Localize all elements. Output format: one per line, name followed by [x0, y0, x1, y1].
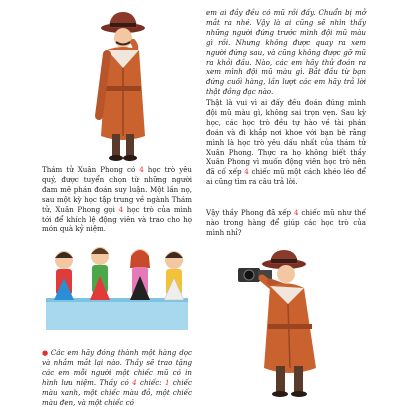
instruction-paragraph — [42, 348, 192, 407]
result-paragraph — [206, 98, 366, 187]
text-span: chiếc mũ một cách khéo léo để ai cũng tìm ra câu trả lời. — [206, 167, 366, 187]
intro-paragraph — [42, 165, 192, 234]
text-span: chiếc màu xanh, một chiếc màu đỏ, một chiếc màu đen, và một chiếc có — [42, 377, 192, 407]
number-highlight: 4 — [139, 165, 144, 174]
detective-camera-illustration — [230, 248, 340, 400]
number-highlight: 4 — [244, 167, 249, 177]
text-span: chiếc: — [136, 377, 165, 387]
number-highlight: 1 — [164, 377, 170, 387]
students-illustration — [42, 238, 192, 338]
text-span: Thật là vui vì ai đấy đều đoán đúng mình đội mũ màu gì, không sai trọn vẹn. Sau kỳ học, các học trò đều tự hào về tài phán đoán và đi khắp nơi khoe với bạn bè rằng mình là học trò yêu dấu nhất của thám tử Xuân Phong. Thực ra họ không biết thầy Xuân Phong vì muốn động viên học trò nên đã cố xếp — [206, 98, 366, 177]
question-paragraph — [206, 208, 366, 238]
text-span: Thám tử Xuân Phong có — [42, 165, 140, 174]
left-column — [42, 0, 192, 407]
number-highlight: 4 — [118, 204, 124, 214]
quote-paragraph: em ai đầy đều có mũ rồi đấy. Chuẩn bị mở mắt ra nhé. Vậy là ai cũng sẽ nhìn thấy những người đứng trước mình đội mũ màu gì rồi. Nhưng không được quay ra xem người đứng sau, và cũng không được gỡ mũ ra khỏi đầu. Nào, các em hãy thử đoán ra xem mình đội mũ màu gì. Bắt đầu từ bạn đứng cuối hàng, lần lượt các em hãy trả lời thật đồng đạc nào. — [206, 8, 366, 97]
bullet-icon: ● — [42, 348, 49, 357]
text-span: chiếc mũ như thế nào trong hàng để giúp các học trò của mình nhỉ? — [206, 208, 366, 237]
number-highlight: 4 — [132, 377, 137, 387]
text-span: học trò yêu quý, được tuyển chọn từ những người đam mê phán đoán suy luận. Một lần nọ, sau một kỳ học tập trung về ngành Thám tử, Xuân Phong gọi — [42, 165, 192, 214]
text-span: Các em hãy đóng thành một hàng dọc và nhắm mắt lại nào. Thầy sẽ trao tặng các em mỗi người một chiếc mũ có in hình lưu niệm. Thầy có — [42, 348, 192, 387]
number-highlight: 4 — [293, 208, 299, 217]
text-span: Vậy thầy Phong đã xếp — [206, 208, 294, 217]
text-span: học trò của mình tới để khích lệ động viên và trao cho họ món quà kỷ niệm. — [42, 204, 192, 234]
